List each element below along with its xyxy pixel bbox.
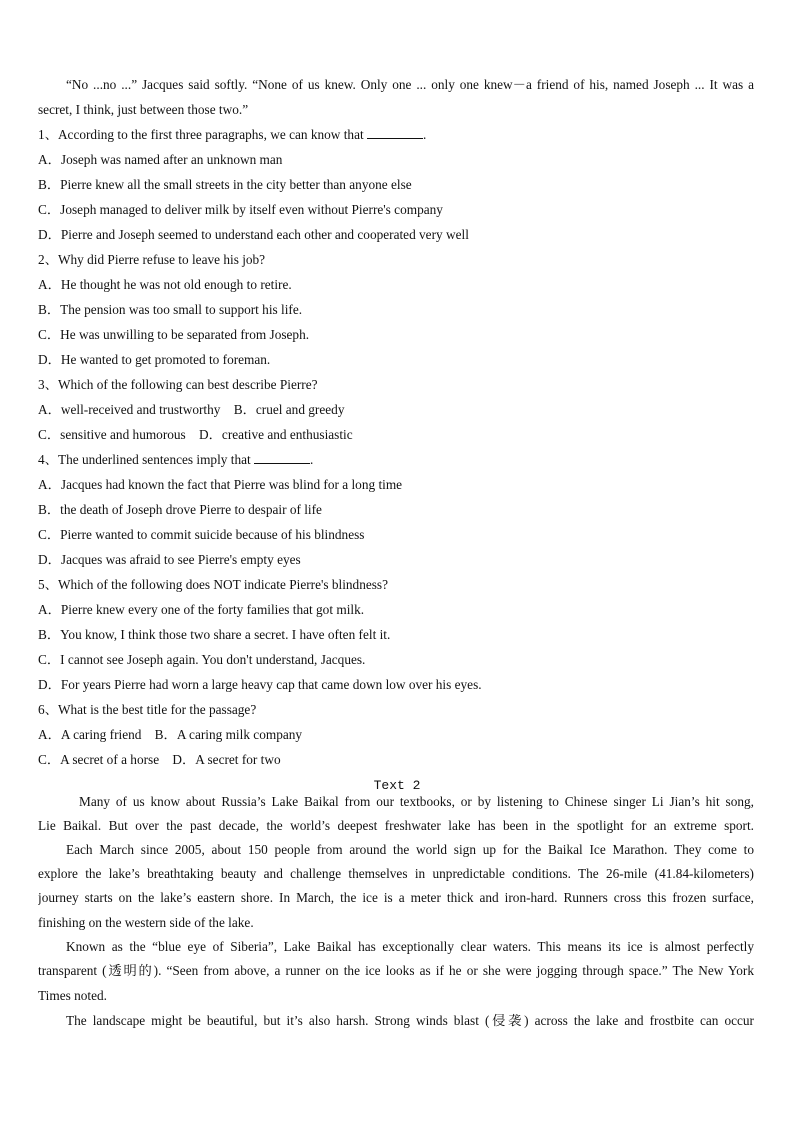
stem-text: 1、According to the first three paragraphs, we can know that [38, 127, 364, 142]
answer-option: A．well-received and trustworthy B．cruel and greedy [38, 402, 345, 417]
stem-end: . [423, 127, 427, 142]
text2-line: Known as the “blue eye of Siberia”, Lake Baikal has exceptionally clear waters. This means its ice is almost perfectly [66, 939, 754, 954]
answer-option: D．Jacques was afraid to see Pierre's empty eyes [38, 552, 301, 567]
text2-line: Each March since 2005, about 150 people from around the world sign up for the Baikal Ice Marathon. They come to [66, 842, 754, 857]
text2-line: finishing on the western side of the lake. [38, 915, 254, 930]
answer-option: B．Pierre knew all the small streets in the city better than anyone else [38, 177, 412, 192]
question-stem [38, 447, 754, 472]
text2-line: explore the lake’s breathtaking beauty and challenge themselves in unpredictable conditions. The 26-mile (41.84-kilometers) [38, 866, 754, 881]
passage-line: “No ...no ...” Jacques said softly. “None of us knew. Only one ... only one knew－a friend of his, named Joseph ... It was a [66, 77, 754, 92]
answer-option: B．You know, I think those two share a secret. I have often felt it. [38, 627, 391, 642]
answer-option: C．I cannot see Joseph again. You don't understand, Jacques. [38, 652, 366, 667]
answer-option: A．Pierre knew every one of the forty families that got milk. [38, 602, 365, 617]
answer-option: C．A secret of a horse D．A secret for two [38, 752, 281, 767]
answer-blank [254, 451, 310, 464]
answer-option: D．For years Pierre had worn a large heavy cap that came down low over his eyes. [38, 677, 482, 692]
passage-line: secret, I think, just between those two.” [38, 102, 249, 117]
answer-option: C．He was unwilling to be separated from Joseph. [38, 327, 310, 342]
answer-option: D．Pierre and Joseph seemed to understand each other and cooperated very well [38, 227, 469, 242]
answer-option: B．The pension was too small to support his life. [38, 302, 303, 317]
question-stem: 6、What is the best title for the passage? [38, 702, 257, 717]
text2-line: journey starts on the lake’s eastern shore. In March, the ice is a meter thick and iron-hard. Runners cross this frozen surface, [38, 890, 754, 905]
question-stem [38, 122, 754, 147]
answer-option: C．Pierre wanted to commit suicide because of his blindness [38, 527, 365, 542]
answer-option: A．Joseph was named after an unknown man [38, 152, 283, 167]
question-stem: 2、Why did Pierre refuse to leave his job? [38, 252, 266, 267]
answer-option: D．He wanted to get promoted to foreman. [38, 352, 271, 367]
answer-option: C．sensitive and humorous D．creative and enthusiastic [38, 427, 353, 442]
text2-line: The landscape might be beautiful, but it’s also harsh. Strong winds blast (侵袭) across the lake and frostbite can occur [66, 1013, 754, 1028]
text2-line: transparent (透明的). “Seen from above, a runner on the ice looks as if he or she were jogging through space.” The New York [38, 963, 754, 978]
answer-option: A．A caring friend B．A caring milk company [38, 727, 303, 742]
question-stem: 5、Which of the following does NOT indicate Pierre's blindness? [38, 577, 389, 592]
answer-option: B．the death of Joseph drove Pierre to despair of life [38, 502, 322, 517]
text2-line: Lie Baikal. But over the past decade, the world’s deepest freshwater lake has been in the spotlight for an extreme sport. [38, 818, 754, 833]
text2-line: Many of us know about Russia’s Lake Baikal from our textbooks, or by listening to Chinese singer Li Jian’s hit song, [79, 794, 754, 809]
answer-option: A．Jacques had known the fact that Pierre was blind for a long time [38, 477, 403, 492]
answer-blank [367, 126, 423, 139]
stem-text: 4、The underlined sentences imply that [38, 452, 251, 467]
section-heading: Text 2 [373, 778, 421, 793]
text2-line: Times noted. [38, 988, 107, 1003]
stem-end: . [310, 452, 314, 467]
answer-option: A．He thought he was not old enough to retire. [38, 277, 292, 292]
question-stem: 3、Which of the following can best describe Pierre? [38, 377, 318, 392]
answer-option: C．Joseph managed to deliver milk by itself even without Pierre's company [38, 202, 443, 217]
